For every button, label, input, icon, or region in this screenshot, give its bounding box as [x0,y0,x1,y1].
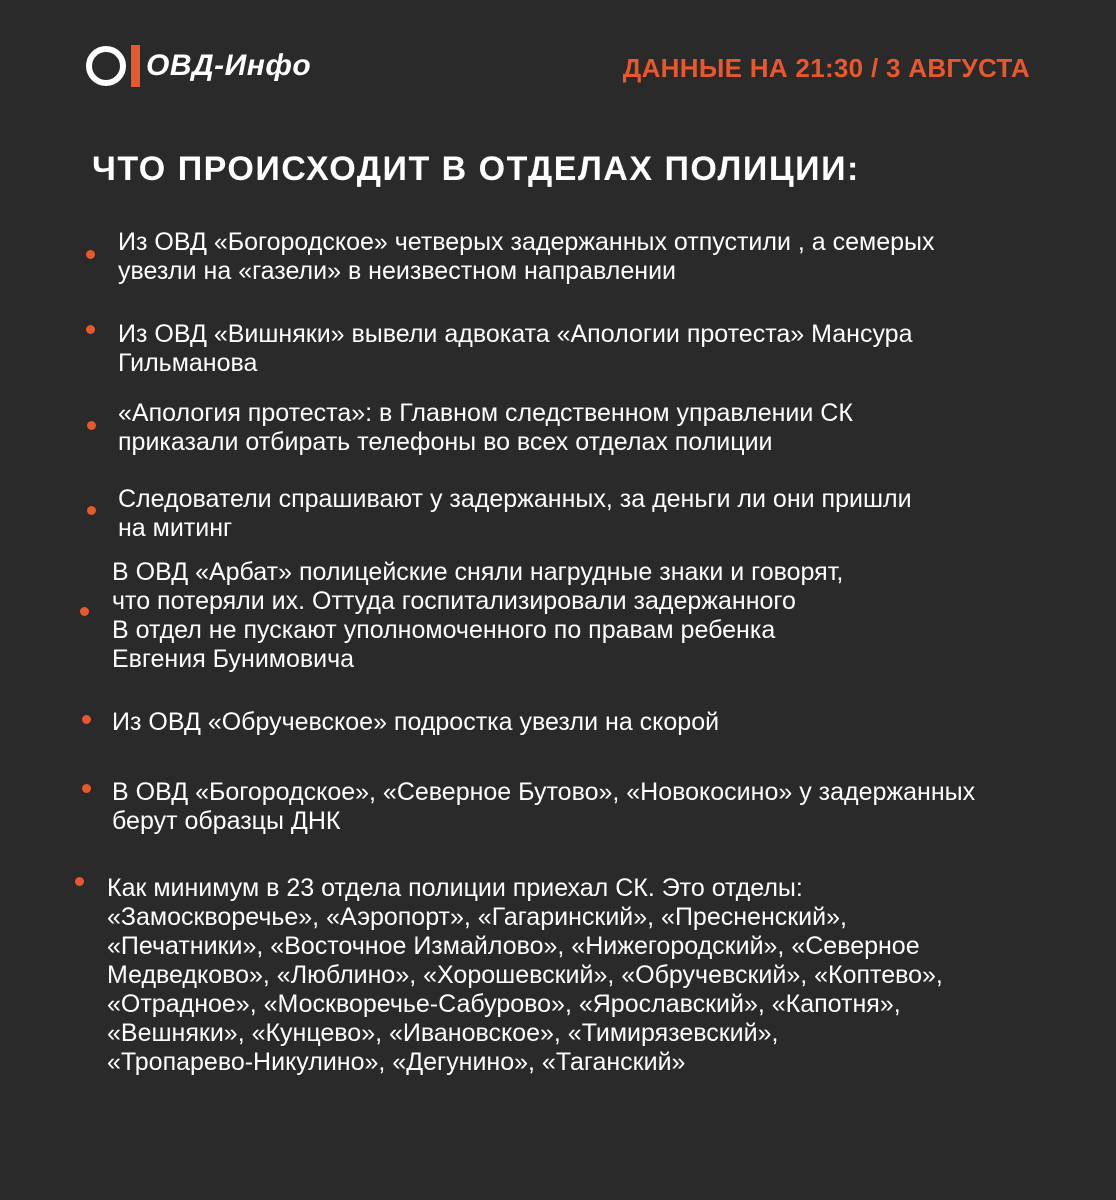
item-line: Медведково», «Люблино», «Хорошевский», «Обручевский», «Коптево», [107,961,943,989]
bullet-dot-icon [86,250,95,259]
list-item [107,874,943,1077]
item-line: что потеряли их. Оттуда госпитализировали задержанного [112,587,796,615]
item-line: Следователи спрашивают у задержанных, за деньги ли они пришли [118,485,912,513]
item-line: «Отрадное», «Москворечье-Сабурово», «Ярославский», «Капотня», [107,990,901,1018]
bullet-dot-icon [82,715,91,724]
item-line: «Вешняки», «Кунцево», «Ивановское», «Тимирязевский», [107,1019,779,1047]
item-line: Гильманова [118,349,258,377]
item-line: приказали отбирать телефоны во всех отделах полиции [118,428,773,456]
item-line: увезли на «газели» в неизвестном направлении [118,257,676,285]
item-line: Из ОВД «Богородское» четверых задержанных отпустили , а семерых [118,228,935,256]
bullet-dot-icon [87,421,96,430]
logo [86,44,311,88]
list-item [118,485,912,543]
item-line: «Апология протеста»: в Главном следственном управлении СК [118,399,853,427]
item-line: «Печатники», «Восточное Измайлово», «Нижегородский», «Северное [107,932,920,960]
page-title: ЧТО ПРОИСХОДИТ В ОТДЕЛАХ ПОЛИЦИИ: [92,150,860,188]
item-line: В ОВД «Богородское», «Северное Бутово», «Новокосино» у задержанных [112,778,976,806]
list-item [112,708,719,737]
bullet-dot-icon [82,784,91,793]
item-line: Как минимум в 23 отдела полиции приехал СК. Это отделы: [107,874,803,902]
item-line: «Замоскворечье», «Аэропорт», «Гагаринский», «Пресненский», [107,903,847,931]
logo-text: ОВД-Инфо [146,49,312,82]
item-line: берут образцы ДНК [112,807,341,835]
item-line: Из ОВД «Вишняки» вывели адвоката «Апологии протеста» Мансура [118,320,913,348]
bullet-dot-icon [75,877,84,886]
bullet-dot-icon [80,607,89,616]
list-item [112,778,975,836]
list-item [112,558,843,674]
list-item [118,228,935,286]
bullet-dot-icon [86,325,95,334]
logo-ring-icon [86,46,126,86]
list-item [118,399,853,457]
item-line: В ОВД «Арбат» полицейские сняли нагрудные знаки и говорят, [112,558,844,586]
logo-bar-icon [131,45,140,87]
item-line: Из ОВД «Обручевское» подростка увезли на скорой [112,708,720,736]
bullet-dot-icon [87,506,96,515]
list-item [118,320,912,378]
item-line: на митинг [118,514,233,542]
item-line: Евгения Бунимовича [112,645,355,673]
date-label: ДАННЫЕ НА 21:30 / 3 АВГУСТА [622,53,1030,83]
item-line: В отдел не пускают уполномоченного по правам ребенка [112,616,776,644]
item-line: «Тропарево-Никулино», «Дегунино», «Таганский» [107,1048,686,1076]
